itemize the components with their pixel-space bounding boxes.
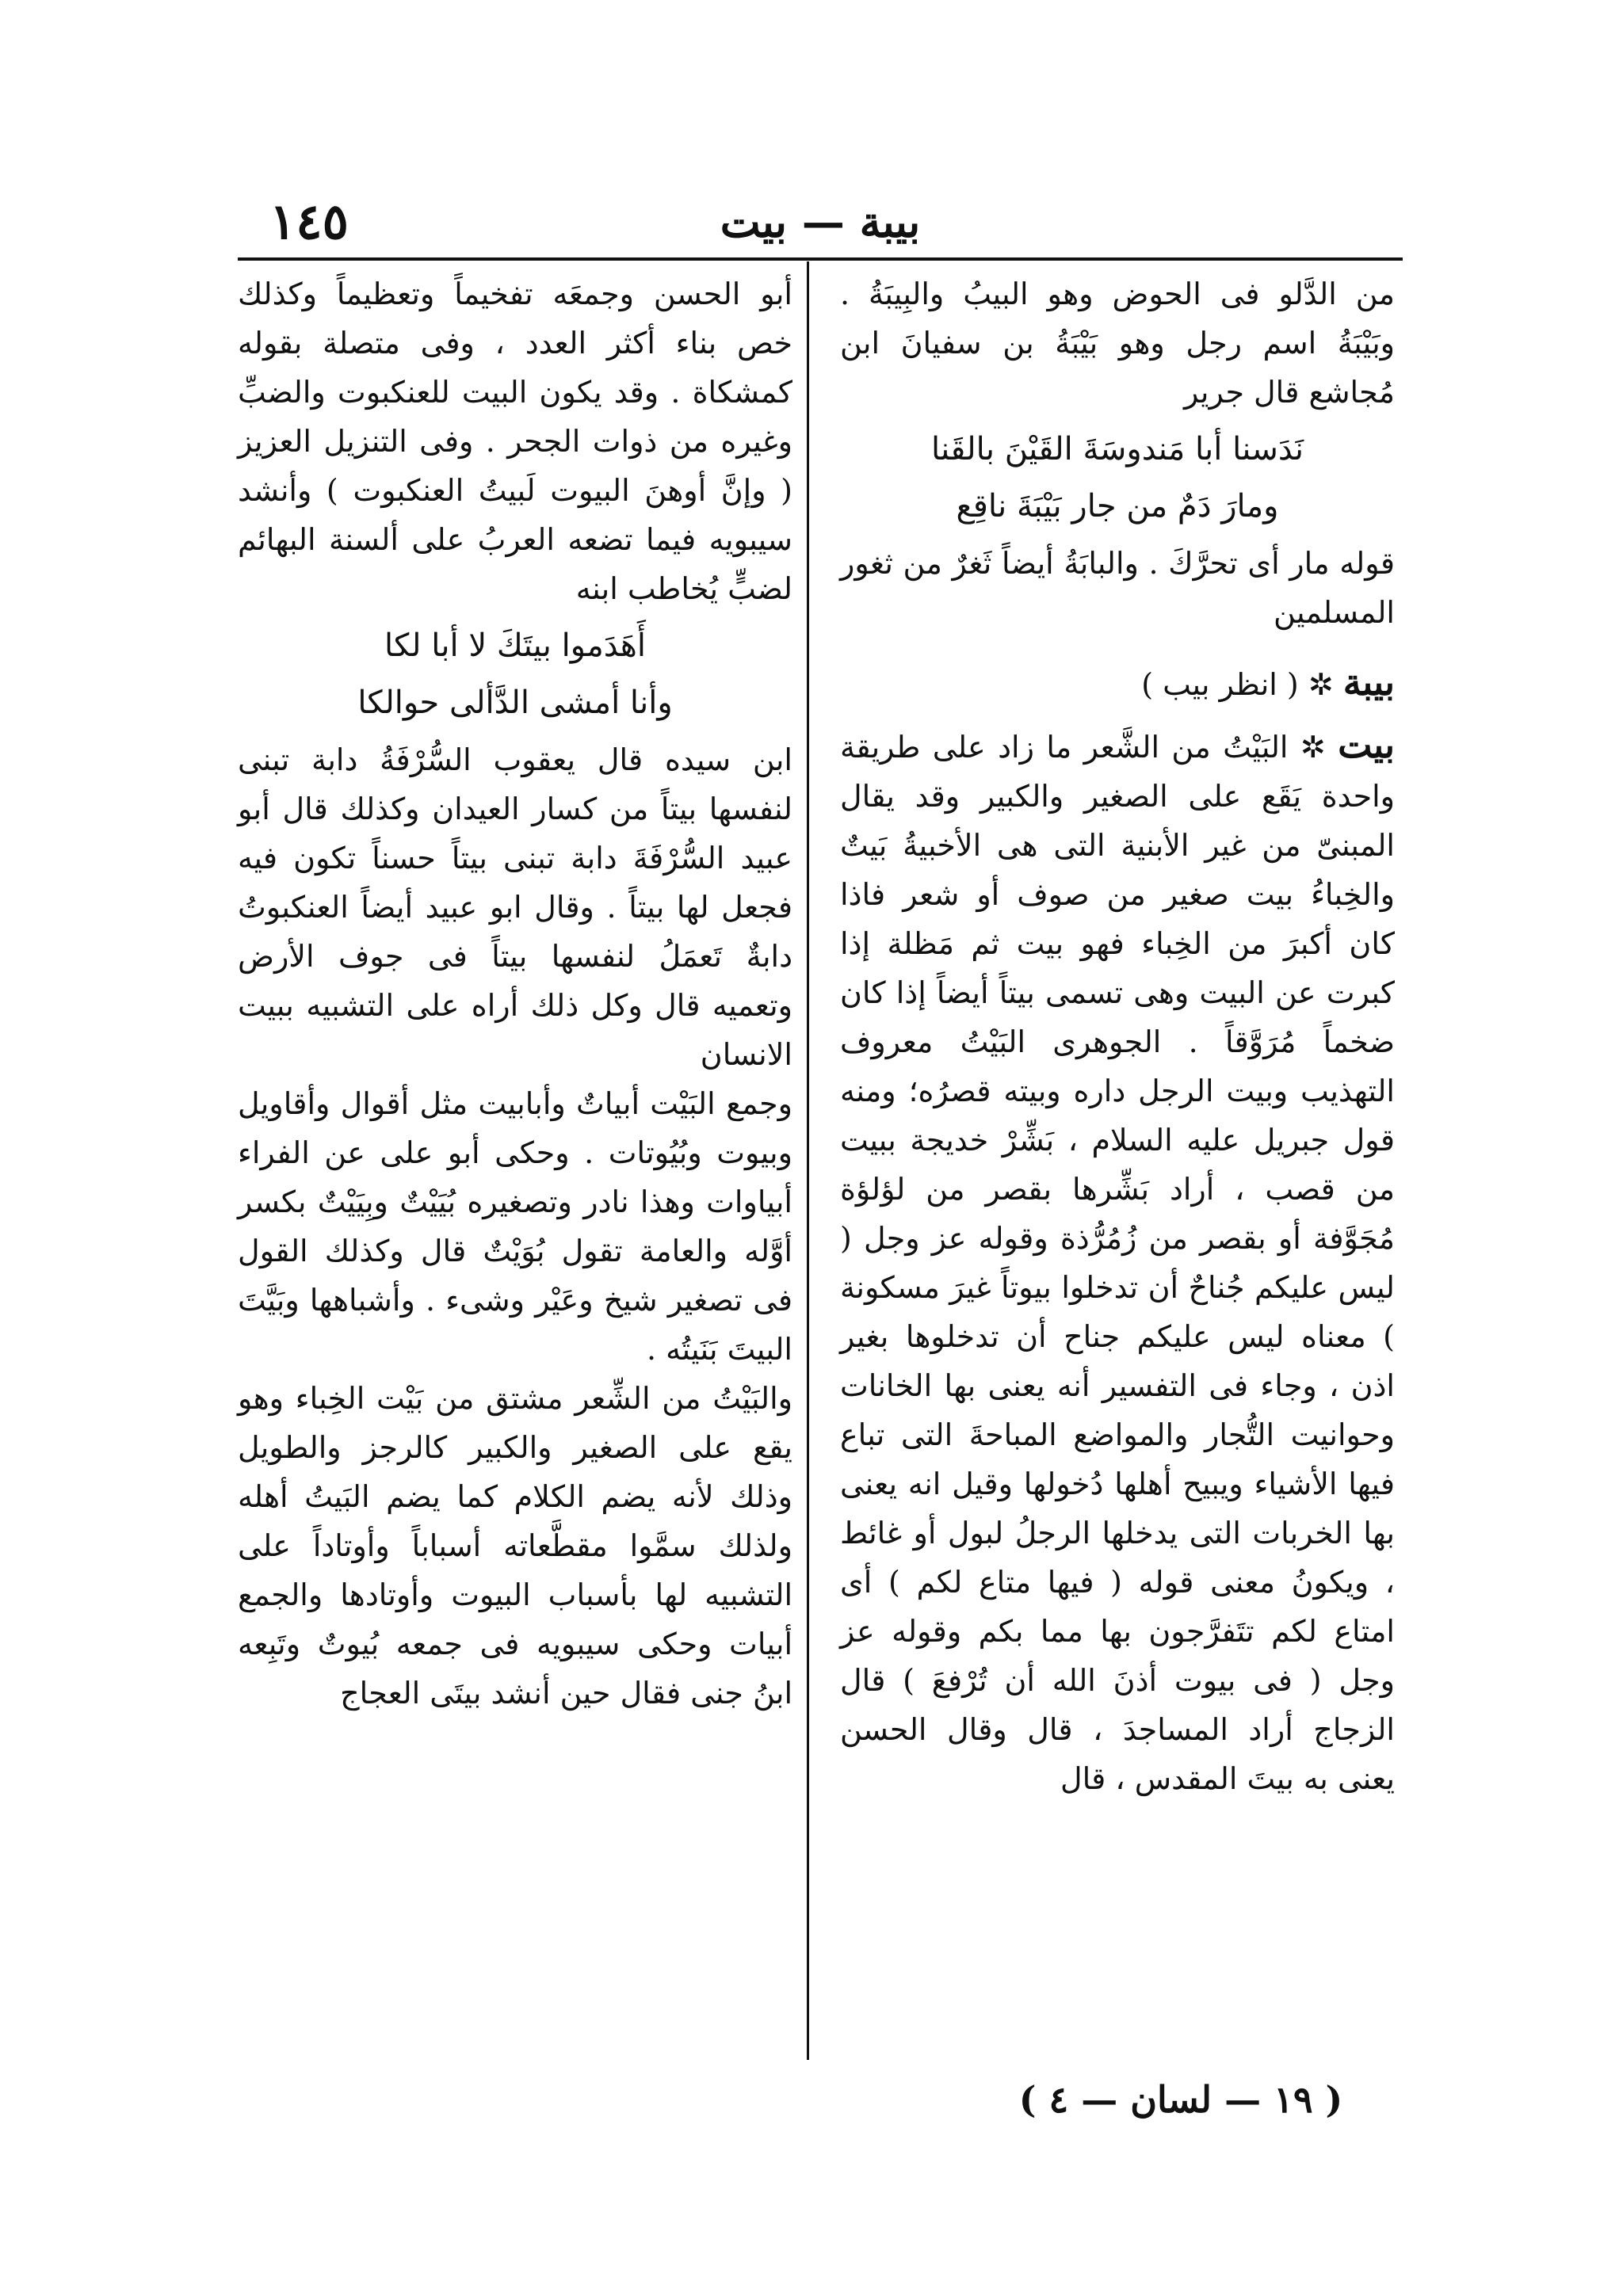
signature-mark: ( ١٩ — لسان — ٤ ) — [1018, 2078, 1343, 2121]
verse-line: ومارَ دَمٌ من جار بَيْبَةَ ناقِع — [956, 488, 1279, 524]
page-number: ١٤٥ — [269, 193, 349, 250]
paragraph: وجمع البَيْت أبياتٌ وأبابيت مثل أقوال وأقاويل وبيوت وبُيُوتات . وحكى أبو على عن الفراء أبياوات وهذا نادر وتصغيره بُيَيْتٌ وبِيَيْتٌ بكسر أوَّله والعامة تقول بُوَيْتٌ قال وكذلك القول فى تصغير شيخ وعَيْر وشىء . وأشباهها وبَيَّتَ البيتَ بَنَيتُه . — [238, 1086, 792, 1367]
headword: بيبة — [1342, 661, 1395, 704]
dictionary-entry — [840, 658, 1395, 709]
column-divider — [807, 261, 809, 2060]
paragraph: ابن سيده قال يعقوب السُّرْفَةُ دابة تبنى لنفسها بيتاً من كسار العيدان وكذلك قال أبو عبيد السُّرْفَةَ دابة تبنى بيتاً حسناً تكون فيه فجعل لها بيتاً . وقال ابو عبيد أيضاً العنكبوتُ دابةٌ تَعمَلُ لنفسها بيتاً فى جوف الأرض وتعميه قال وكل ذلك أراه على التشبيه ببيت الانسان — [238, 742, 792, 1072]
dictionary-entry — [840, 720, 1395, 1803]
headword: بيت — [1338, 723, 1395, 766]
header-rule — [238, 257, 1403, 261]
verse-line: وأنا أمشى الدَّألى حوالكا — [357, 685, 673, 721]
paragraph: أبو الحسن وجمعَه تفخيماً وتعظيماً وكذلك خص بناء أكثر العدد ، وفى متصلة بقوله كمشكاة . وقد يكون البيت للعنكبوت والضبِّ وغيره من ذوات الجحر . وفى التنزيل العزيز ( وإنَّ أوهنَ البيوت لَبيتُ العنكبوت ) وأنشد سيبويه فيما تضعه العربُ على ألسنة البهائم لضبٍّ يُخاطب ابنه — [238, 277, 792, 606]
paragraph: من الدَّلو فى الحوض وهو البيبُ والبِيبَةُ . وبَيْبَةُ اسم رجل وهو بَيْبَةُ بن سفيانَ ابن مُجاشع قال جرير — [840, 277, 1395, 410]
paragraph: والبَيْتُ من الشِّعر مشتق من بَيْت الخِباء وهو يقع على الصغير والكبير كالرجز والطويل وذلك لأنه يضم الكلام كما يضم البَيتُ أهله ولذلك سمَّوا مقطَّعاته أسباباً وأوتاداً على التشبيه لها بأسباب البيوت وأوتادها والجمع أبيات وحكى سيبويه فى جمعه بُيوتٌ وتَبِعه ابنُ جنى فقال حين أنشد بيتَى العجاج — [238, 1381, 792, 1711]
running-title: بيبة — بيت — [720, 196, 921, 247]
right-column — [840, 269, 1395, 1803]
entry-body: ✲ البَيْتُ من الشَّعر ما زاد على طريقة واحدة يَقَع على الصغير والكبير وقد يقال المبنىّ من غير الأبنية التى هى الأخبيةُ بَيتٌ والخِباءُ بيت صغير من صوف أو شعر فاذا كان أكبرَ من الخِباء فهو بيت ثم مَظلة إذا كبرت عن البيت وهى تسمى بيتاً أيضاً إذا كان ضخماً مُرَوَّقاً . الجوهرى البَيْتُ معروف التهذيب وبيت الرجل داره وبيته قصرُه؛ ومنه قول جبريل عليه السلام ، بَشِّرْ خديجة ببيت من قصب ، أراد بَشِّرها بقصر من لؤلؤة مُجَوَّفة أو بقصر من زُمُرُّذة وقوله عز وجل ( ليس عليكم جُناحٌ أن تدخلوا بيوتاً غيرَ مسكونة ) معناه ليس عليكم جناح أن تدخلوها بغير اذن ، وجاء فى التفسير أنه يعنى بها الخانات وحوانيت التُّجار والمواضع المباحةَ التى تباع فيها الأشياء ويبيح أهلها دُخولها وقيل انه يعنى بها الخربات التى يدخلها الرجلُ لبول أو غائط ، ويكونُ معنى قوله ( فيها متاع لكم ) أى امتاع لكم تتَفرَّجون بها مما بكم وقوله عز وجل ( فى بيوت أذنَ الله أن تُرْفعَ ) قال الزجاج أراد المساجدَ ، قال وقال الحسن يعنى به بيتَ المقدس ، قال — [840, 730, 1395, 1796]
verse-line: أَهَدَموا بيتَكَ لا أبا لكا — [384, 627, 646, 664]
left-column — [238, 269, 792, 1718]
verse-line: نَدَسنا أبا مَندوسَةَ القَيْنَ بالقَنا — [930, 431, 1304, 467]
paragraph: قوله مار أى تحرَّكَ . والبابَةُ أيضاً ثَغرٌ من ثغور المسلمين — [840, 546, 1395, 630]
entry-body: ✲ ( انظر بيب ) — [1141, 667, 1334, 702]
page-header — [238, 190, 1403, 254]
